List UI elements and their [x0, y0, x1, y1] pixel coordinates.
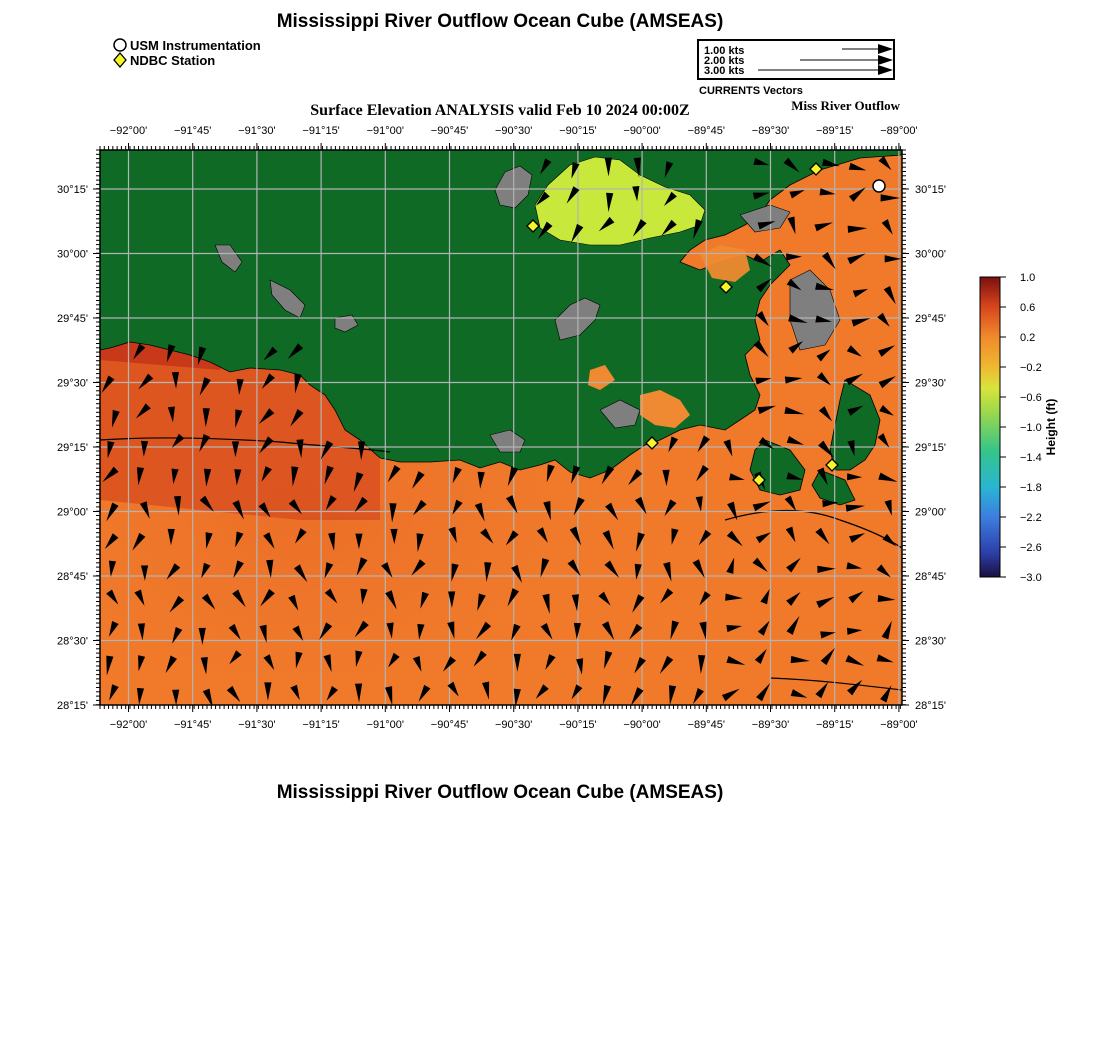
lon-tick-bottom: −89°00'	[880, 719, 918, 731]
lon-tick-top: −91°00'	[366, 125, 405, 137]
lat-tick-right: 28°30'	[915, 635, 946, 648]
lon-tick-top: −91°15'	[302, 125, 340, 137]
colorbar-tick: −1.0	[1020, 422, 1042, 434]
lon-tick-top: −92°00'	[109, 125, 148, 137]
colorbar-tick: 0.6	[1020, 302, 1036, 314]
lon-tick-top: −91°30'	[238, 125, 276, 137]
lon-tick-bottom: −91°00'	[366, 719, 405, 731]
colorbar	[980, 272, 1058, 584]
lat-tick-left: 29°45'	[57, 313, 88, 325]
bottom-title: Mississippi River Outflow Ocean Cube (AMSEAS)	[276, 782, 724, 803]
map-panel	[100, 150, 902, 708]
colorbar-scale	[980, 277, 1000, 577]
colorbar-tick: −0.6	[1020, 392, 1042, 404]
lon-tick-top: −89°00'	[880, 125, 918, 137]
lat-tick-right: 30°00'	[915, 248, 946, 261]
lon-labels-bottom	[110, 705, 918, 731]
lat-tick-right: 29°30'	[915, 377, 946, 390]
legend-ndbc-label: NDBC Station	[130, 53, 216, 68]
lon-tick-bottom: −89°15'	[815, 719, 854, 731]
vector-key-2: 2.00 kts	[704, 55, 745, 67]
lat-labels-left	[57, 184, 100, 712]
lon-tick-top: −90°45'	[430, 125, 469, 137]
vector-key-3: 3.00 kts	[704, 65, 745, 77]
colorbar-tick: −2.2	[1020, 512, 1042, 524]
map-subtitle: Surface Elevation ANALYSIS valid Feb 10 2024 00:00Z	[310, 102, 690, 119]
lat-tick-left: 28°45'	[57, 571, 88, 583]
lon-tick-top: −91°45'	[173, 125, 212, 137]
lon-tick-top: −90°00'	[623, 125, 661, 137]
lon-tick-bottom: −90°15'	[559, 719, 597, 731]
colorbar-tick: −1.8	[1020, 482, 1042, 494]
lon-tick-bottom: −89°45'	[687, 719, 726, 731]
lat-tick-left: 29°15'	[57, 442, 88, 454]
yellow-diamond-icon	[114, 53, 126, 67]
vector-key-1: 1.00 kts	[704, 45, 745, 57]
lat-tick-left: 28°15'	[57, 700, 88, 712]
colorbar-label: Height (ft)	[1044, 398, 1058, 456]
lat-tick-right: 28°15'	[915, 700, 946, 712]
currents-vector-key	[698, 40, 894, 79]
white-circle-icon	[114, 39, 126, 51]
lat-tick-left: 29°30'	[57, 377, 88, 390]
lat-tick-right: 30°15'	[915, 184, 946, 196]
vector-key-caption: CURRENTS Vectors	[699, 85, 803, 97]
lat-tick-left: 28°30'	[57, 635, 88, 648]
lon-tick-bottom: −90°45'	[430, 719, 469, 731]
lat-tick-left: 30°00'	[57, 248, 88, 261]
colorbar-tick: −2.6	[1020, 542, 1042, 554]
lon-tick-bottom: −89°30'	[751, 719, 790, 731]
lon-tick-top: −89°30'	[751, 125, 790, 137]
lon-tick-bottom: −90°30'	[494, 719, 533, 731]
colorbar-tick: −0.2	[1020, 362, 1042, 374]
legend-usm-label: USM Instrumentation	[130, 38, 261, 53]
lat-tick-right: 29°15'	[915, 442, 946, 454]
colorbar-tick: −1.4	[1020, 452, 1042, 464]
colorbar-tick: 1.0	[1020, 272, 1036, 284]
lon-tick-bottom: −91°30'	[238, 719, 276, 731]
lon-tick-top: −90°15'	[559, 125, 597, 137]
top-title: Mississippi River Outflow Ocean Cube (AMSEAS)	[276, 11, 724, 32]
lon-tick-bottom: −91°45'	[173, 719, 212, 731]
lon-labels-top	[110, 125, 918, 150]
lat-tick-right: 29°45'	[915, 313, 946, 325]
lat-tick-right: 29°00'	[915, 506, 946, 519]
lat-labels-right	[902, 184, 946, 712]
lat-tick-right: 28°45'	[915, 571, 946, 583]
lat-tick-left: 30°15'	[57, 184, 88, 196]
lon-tick-bottom: −91°15'	[302, 719, 340, 731]
lon-tick-bottom: −90°00'	[623, 719, 661, 731]
lon-tick-top: −89°15'	[815, 125, 854, 137]
colorbar-tick: 0.2	[1020, 332, 1036, 344]
colorbar-tick: −3.0	[1020, 572, 1042, 584]
lon-tick-top: −89°45'	[687, 125, 726, 137]
lon-tick-top: −90°30'	[494, 125, 533, 137]
usm-station-icon	[873, 180, 885, 192]
region-label: Miss River Outflow	[791, 98, 900, 113]
lat-tick-left: 29°00'	[57, 506, 88, 519]
lon-tick-bottom: −92°00'	[109, 719, 148, 731]
